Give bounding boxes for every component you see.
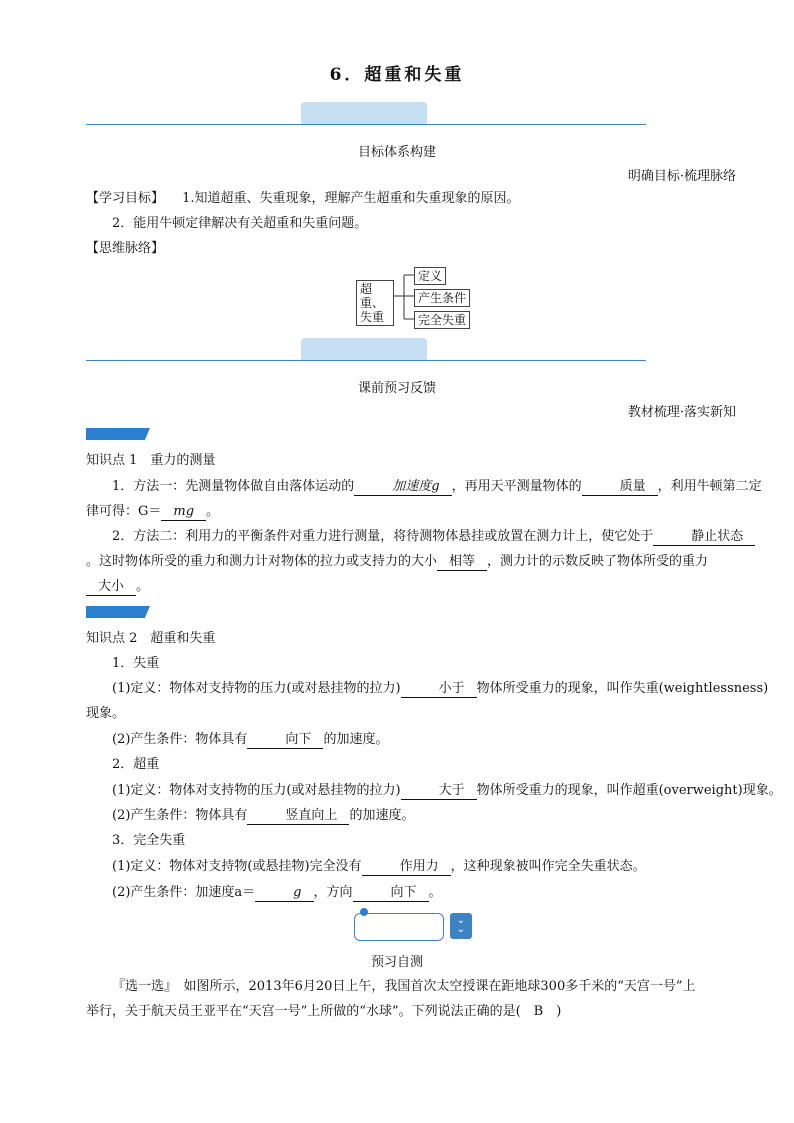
kp2-s1-def-cont: 现象。 <box>86 706 126 721</box>
mind-map <box>356 266 476 330</box>
blank-equal: 相等 <box>437 553 487 571</box>
learning-goal-1 <box>86 186 738 211</box>
kp2-s1-def: (1)定义：物体对支持物的压力(或对悬挂物的拉力) 小于 物体所受重力的现象，叫作失重(weightlessness) <box>112 681 769 696</box>
preview-title: 预习自测 <box>370 955 423 970</box>
blank-vertical-up: 竖直向上 <box>247 807 349 825</box>
blank-direction-down: 向下 <box>353 884 429 902</box>
kp2-s1-title: 1．失重 <box>112 656 160 671</box>
section-rule <box>86 360 646 361</box>
kp1-method2-line3: 大小 。 <box>86 574 738 599</box>
kp2-s2-title: 2．超重 <box>112 757 160 772</box>
kp1-method1-line2: 律可得：G＝ mg 。 <box>86 504 220 519</box>
preview-question-line1: 『选一选』 如图所示，2013年6月20日上午，我国首次太空授课在距地球300多千米的“天宫一号”上 <box>112 979 696 994</box>
knowledge-badge <box>86 606 150 618</box>
section-rule <box>86 124 646 125</box>
preview-header-box <box>354 913 444 941</box>
chevron-down-icon: ⌄ ⌄ ⌄ <box>450 913 472 939</box>
kp2-s2-cond: (2)产生条件：物体具有 竖直向上 的加速度。 <box>112 808 415 823</box>
mind-map-root: 超重、失重 <box>356 280 394 326</box>
knowledge-badge <box>86 428 150 440</box>
blank-static: 静止状态 <box>653 528 755 546</box>
kp2-s2-def: (1)定义：物体对支持物的压力(或对悬挂物的拉力) 大于 物体所受重力的现象，叫作超重(overweight)现象。 <box>112 783 782 798</box>
kp2-s1-cond: (2)产生条件：物体具有 向下 的加速度。 <box>112 732 389 747</box>
goal-item-2: 2．能用牛顿定律解决有关超重和失重问题。 <box>112 216 368 231</box>
page-title: 6．超重和失重 <box>329 65 465 85</box>
blank-g: g <box>255 884 313 902</box>
kp1-method2-line2: 。这时物体所受的重力和测力计对物体的拉力或支持力的大小 相等 ，测力计的示数反映了物体所受的重力 <box>86 554 709 569</box>
kp2-s3-def: (1)定义：物体对支持物(或悬挂物)完全没有 作用力 ，这种现象被叫作完全失重状态。 <box>112 859 646 874</box>
goal-item-1: 1.知道超重、失重现象，理解产生超重和失重现象的原因。 <box>182 191 520 206</box>
section-subtitle-preview: 教材梳理·落实新知 <box>627 405 736 420</box>
kp2-heading: 知识点 2 超重和失重 <box>86 631 216 646</box>
section-subtitle-goals: 明确目标·梳理脉络 <box>627 169 736 184</box>
mind-map-branch-definition: 定义 <box>414 267 446 285</box>
section-title-goals: 目标体系构建 <box>357 145 436 160</box>
blank-force: 作用力 <box>362 858 451 876</box>
blank-greater: 大于 <box>401 782 477 800</box>
preview-question-line2: 举行，关于航天员王亚平在“天宫一号”上所做的“水球”。下列说法正确的是( B ) <box>86 1004 562 1019</box>
kp1-method2-line1: 2．方法二：利用力的平衡条件对重力进行测量，将待测物体悬挂或放置在测力计上，使它处于 静止状态 <box>86 524 738 549</box>
kp1-heading: 知识点 1 重力的测量 <box>86 453 216 468</box>
blank-less: 小于 <box>401 680 477 698</box>
mind-map-branch-complete: 完全失重 <box>414 311 470 329</box>
blank-mg: mg <box>161 503 206 521</box>
blank-acceleration: 加速度g <box>354 478 451 496</box>
blank-down: 向下 <box>247 731 323 749</box>
preview-dot <box>360 908 368 916</box>
mind-map-branch-condition: 产生条件 <box>414 289 470 307</box>
blank-magnitude: 大小 <box>86 578 136 596</box>
goals-label: 【学习目标】 <box>86 191 165 206</box>
section-title-preview: 课前预习反馈 <box>357 381 436 396</box>
kp2-s3-cond: (2)产生条件：加速度a＝ g ，方向 向下 。 <box>112 885 442 900</box>
section-tab <box>301 338 427 360</box>
blank-mass: 质量 <box>582 478 658 496</box>
kp1-method1-line1: 1．方法一：先测量物体做自由落体运动的 加速度g ，再用天平测量物体的 质量 ，利用牛顿第二定 <box>112 479 762 494</box>
kp2-s3-title: 3．完全失重 <box>112 833 186 848</box>
mind-map-label: 【思维脉络】 <box>86 241 165 256</box>
section-tab <box>301 102 427 124</box>
